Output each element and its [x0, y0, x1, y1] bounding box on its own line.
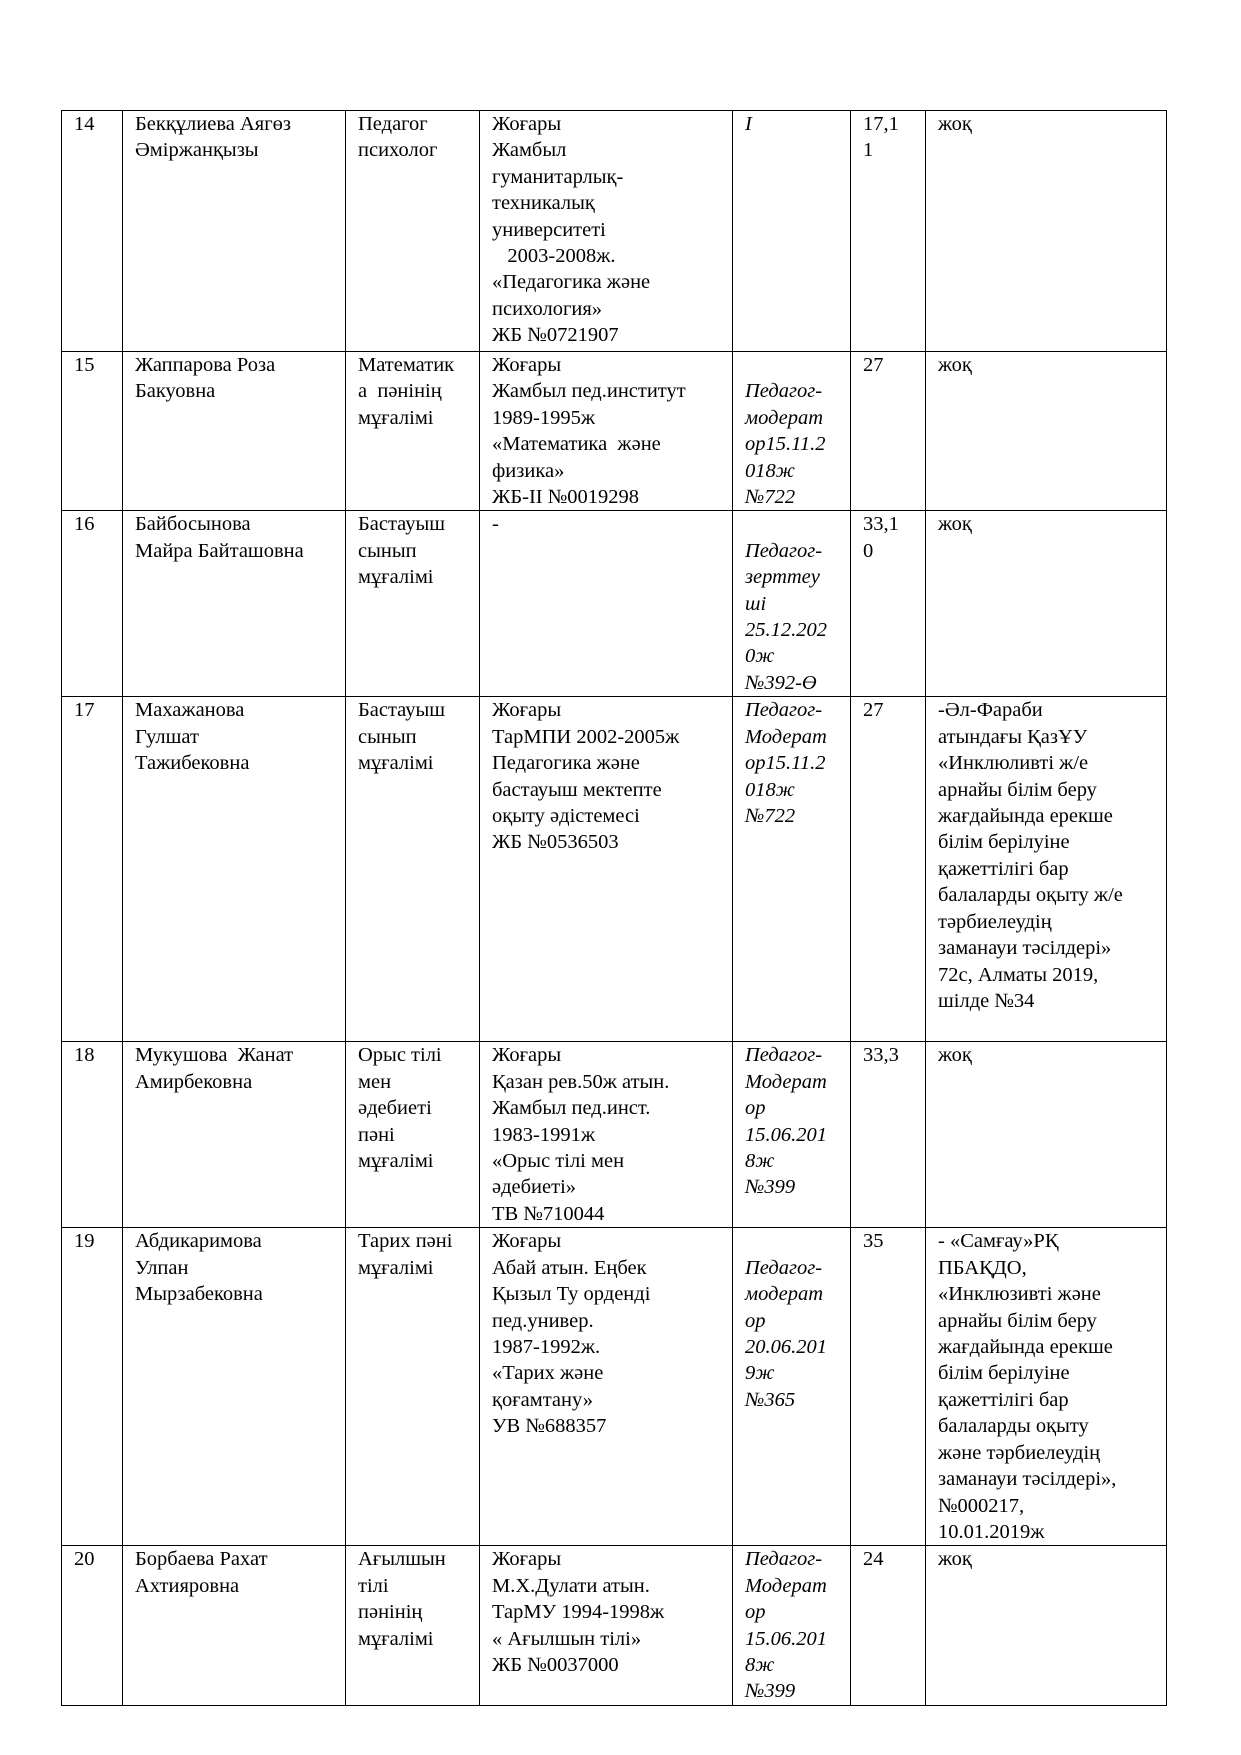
teacher-name-cell [123, 511, 346, 697]
category-cell [733, 1228, 851, 1546]
courses-line: жағдайында ерекше [938, 1336, 1113, 1359]
education-line: физика» [492, 459, 565, 482]
category-line: Модерат [745, 1574, 827, 1597]
education-line: «Орыс тілі мен [492, 1150, 625, 1173]
education-line: 1989-1995ж [492, 406, 595, 429]
position-line: әдебиеті [358, 1097, 432, 1120]
category-line: №392-Ө [745, 671, 817, 694]
table-row [62, 511, 1167, 697]
category-line: Педагог- [745, 539, 823, 562]
teacher-name-line: Мукушова Жанат [135, 1044, 294, 1067]
category-line: 018ж [745, 459, 795, 482]
experience-line: 17,1 [863, 113, 899, 135]
category-cell [733, 111, 851, 352]
category-line: I [745, 113, 752, 135]
courses-cell [926, 352, 1167, 511]
courses-line: -Әл-Фараби [938, 699, 1043, 722]
position-line: Ағылшын [358, 1548, 446, 1571]
teacher-name-line: Байбосынова [135, 513, 251, 536]
category-line: 018ж [745, 778, 795, 801]
teacher-name-line: Гулшат [135, 725, 199, 748]
teacher-name-line: Улпан [135, 1256, 189, 1279]
courses-line: тәрбиелеудің [938, 910, 1052, 933]
category-line: модерат [745, 1283, 824, 1306]
teacher-name-line: Майра Байташовна [135, 539, 304, 562]
table-row [62, 697, 1167, 1042]
category-line: №722 [745, 486, 796, 509]
position-line: мұғалімі [358, 1627, 434, 1650]
position-cell [346, 1042, 480, 1228]
position-cell [346, 352, 480, 511]
category-cell [733, 1042, 851, 1228]
table-row [62, 1042, 1167, 1228]
position-line: Бастауыш [358, 513, 446, 536]
position-line: сынып [358, 539, 417, 562]
row-number-cell [62, 1228, 123, 1546]
education-cell [480, 352, 733, 511]
courses-line: қажеттілігі бар [938, 857, 1069, 880]
courses-line: №000217, [938, 1494, 1025, 1517]
row-number-cell [62, 1546, 123, 1705]
teacher-name-line: Борбаева Рахат [135, 1548, 268, 1571]
teacher-name-line: Әміржанқызы [135, 139, 259, 162]
education-line: М.Х.Дулати атын. [492, 1574, 650, 1597]
teacher-name-line: Амирбековна [135, 1070, 253, 1093]
experience-cell [851, 1042, 926, 1228]
position-line: Бастауыш [358, 699, 446, 722]
row-number-cell [62, 511, 123, 697]
education-line: 2003-2008ж. [492, 245, 616, 268]
education-line: психология» [492, 297, 603, 320]
education-line: « Ағылшын тілі» [492, 1627, 642, 1650]
category-line: №399 [745, 1176, 796, 1199]
experience-cell [851, 1546, 926, 1705]
category-line: 15.06.201 [745, 1123, 827, 1146]
education-line: ЖБ №0536503 [492, 831, 619, 854]
education-line: «Тарих және [492, 1362, 604, 1385]
category-line: №399 [745, 1680, 796, 1703]
category-line: 9ж [745, 1362, 775, 1385]
teacher-name-cell [123, 1042, 346, 1228]
category-line: ор [745, 1601, 766, 1624]
experience-line: 35 [863, 1230, 884, 1253]
education-line: ТарМПИ 2002-2005ж [492, 725, 680, 748]
position-line: Тарих пәні [358, 1230, 453, 1253]
row-number-cell [62, 697, 123, 1042]
courses-line: жоқ [938, 513, 972, 536]
experience-line: 0 [863, 539, 874, 562]
experience-cell [851, 511, 926, 697]
courses-line: жағдайында ерекше [938, 805, 1113, 828]
category-line: зерттеу [745, 566, 820, 589]
table-row [62, 111, 1167, 352]
teacher-name-line: Бекқұлиева Аягөз [135, 113, 291, 135]
courses-line: балаларды оқыту ж/е [938, 884, 1123, 907]
category-line: Модерат [745, 1070, 827, 1093]
category-line: 0ж [745, 645, 775, 668]
education-line: Қазан рев.50ж атын. [492, 1070, 670, 1093]
position-line: мұғалімі [358, 566, 434, 589]
row-number-line: 19 [74, 1230, 95, 1253]
category-line: ор15.11.2 [745, 752, 826, 775]
row-number-line: 18 [74, 1044, 95, 1067]
education-line: ТВ №710044 [492, 1202, 605, 1225]
education-line: Педагогика және [492, 752, 640, 775]
table-row [62, 1228, 1167, 1546]
education-line: ЖБ-II №0019298 [492, 486, 640, 509]
courses-line: заманауи тәсілдері», [938, 1468, 1117, 1491]
education-line: Жоғары [492, 354, 562, 376]
position-cell [346, 697, 480, 1042]
category-line: ор [745, 1309, 766, 1332]
experience-line: 1 [863, 139, 874, 162]
courses-line: балаларды оқыту [938, 1415, 1089, 1438]
education-line: әдебиеті» [492, 1176, 577, 1199]
category-line: 25.12.202 [745, 619, 827, 642]
category-line: 8ж [745, 1654, 775, 1677]
teacher-name-line: Жаппарова Роза [135, 354, 276, 376]
education-line: пед.универ. [492, 1309, 594, 1332]
education-line: Жоғары [492, 1044, 562, 1067]
courses-line: «Инклюливті ж/е [938, 752, 1089, 775]
experience-cell [851, 697, 926, 1042]
education-line: Жамбыл [492, 139, 567, 162]
education-line: Жоғары [492, 1548, 562, 1571]
education-cell [480, 1042, 733, 1228]
education-line: Жоғары [492, 113, 562, 135]
education-line: «Педагогика және [492, 271, 651, 294]
table-row [62, 1546, 1167, 1705]
education-line: Жамбыл пед.институт [492, 380, 686, 403]
courses-line: жоқ [938, 113, 972, 135]
courses-line: заманауи тәсілдері» [938, 937, 1112, 960]
position-line: пәнінің [358, 1601, 423, 1624]
position-line: мұғалімі [358, 1256, 434, 1279]
education-line: бастауыш мектепте [492, 778, 662, 801]
experience-line: 27 [863, 699, 884, 722]
row-number-line: 14 [74, 113, 95, 135]
education-line: техникалық [492, 192, 595, 215]
education-cell [480, 1228, 733, 1546]
category-line: 8ж [745, 1150, 775, 1173]
row-number-line: 17 [74, 699, 95, 722]
experience-line: 33,1 [863, 513, 899, 536]
experience-cell [851, 352, 926, 511]
position-line: мұғалімі [358, 1150, 434, 1173]
teacher-name-cell [123, 352, 346, 511]
category-line: 15.06.201 [745, 1627, 827, 1650]
courses-line: 10.01.2019ж [938, 1520, 1045, 1543]
courses-line: қажеттілігі бар [938, 1388, 1069, 1411]
courses-line: - «Самғау»РҚ [938, 1230, 1059, 1253]
courses-line: арнайы білім беру [938, 1309, 1097, 1332]
category-line: Педагог- [745, 1256, 823, 1279]
courses-cell [926, 511, 1167, 697]
teacher-name-line: Мырзабековна [135, 1283, 263, 1306]
education-line: ЖБ №0721907 [492, 324, 619, 347]
position-line: Математик [358, 354, 455, 376]
teacher-name-cell [123, 1228, 346, 1546]
education-line: ТарМУ 1994-1998ж [492, 1601, 665, 1624]
position-cell [346, 1228, 480, 1546]
row-number-cell [62, 352, 123, 511]
row-number-cell [62, 1042, 123, 1228]
teacher-name-line: Абдикаримова [135, 1230, 262, 1253]
category-cell [733, 697, 851, 1042]
courses-line: атындағы ҚазҰУ [938, 725, 1088, 748]
position-cell [346, 511, 480, 697]
position-cell [346, 111, 480, 352]
education-line: гуманитарлық- [492, 165, 624, 188]
category-line: модерат [745, 406, 824, 429]
education-cell [480, 111, 733, 352]
row-number-line: 15 [74, 354, 95, 376]
courses-line: ПБАҚДО, [938, 1256, 1027, 1279]
experience-line: 24 [863, 1548, 884, 1571]
education-line: - [492, 513, 499, 536]
category-line: Педагог- [745, 1548, 823, 1571]
row-number-cell [62, 111, 123, 352]
teacher-name-line: Бакуовна [135, 380, 216, 403]
category-line: ор15.11.2 [745, 433, 826, 456]
education-cell [480, 697, 733, 1042]
education-cell [480, 511, 733, 697]
experience-line: 27 [863, 354, 884, 376]
position-line: мұғалімі [358, 752, 434, 775]
education-line: Жоғары [492, 699, 562, 722]
education-line: УВ №688357 [492, 1415, 607, 1438]
courses-line: «Инклюзивті және [938, 1283, 1101, 1306]
position-line: Педагог [358, 113, 428, 135]
courses-line: арнайы білім беру [938, 778, 1097, 801]
category-line: №365 [745, 1388, 796, 1411]
position-line: сынып [358, 725, 417, 748]
education-line: университеті [492, 218, 606, 241]
courses-line: 72с, Алматы 2019, [938, 963, 1099, 986]
category-cell [733, 511, 851, 697]
position-line: мұғалімі [358, 406, 434, 429]
education-line: 1983-1991ж [492, 1123, 595, 1146]
courses-line: жоқ [938, 1044, 972, 1067]
teacher-name-line: Махажанова [135, 699, 245, 722]
position-line: а пәнінің [358, 380, 442, 403]
education-line: Абай атын. Еңбек [492, 1256, 647, 1279]
position-line: пәні [358, 1123, 395, 1146]
staff-table [61, 110, 1167, 1706]
category-line: №722 [745, 805, 796, 828]
courses-cell [926, 1042, 1167, 1228]
experience-line: 33,3 [863, 1044, 899, 1067]
position-line: Орыс тілі [358, 1044, 442, 1067]
category-line: Педагог- [745, 1044, 823, 1067]
education-cell [480, 1546, 733, 1705]
education-line: қоғамтану» [492, 1388, 593, 1411]
education-line: «Математика және [492, 433, 661, 456]
courses-line: білім берілуіне [938, 1362, 1070, 1385]
position-line: психолог [358, 139, 438, 162]
teacher-name-cell [123, 697, 346, 1042]
experience-cell [851, 111, 926, 352]
category-cell [733, 352, 851, 511]
category-line: Модерат [745, 725, 827, 748]
courses-cell [926, 1228, 1167, 1546]
table-row [62, 352, 1167, 511]
position-cell [346, 1546, 480, 1705]
row-number-line: 16 [74, 513, 95, 536]
category-cell [733, 1546, 851, 1705]
teacher-name-line: Ахтияровна [135, 1574, 240, 1597]
courses-line: және тәрбиелеудің [938, 1441, 1101, 1464]
teacher-name-line: Тажибековна [135, 752, 250, 775]
experience-cell [851, 1228, 926, 1546]
education-line: Қызыл Ту орденді [492, 1283, 651, 1306]
courses-cell [926, 697, 1167, 1042]
education-line: Жоғары [492, 1230, 562, 1253]
teacher-name-cell [123, 1546, 346, 1705]
education-line: оқыту әдістемесі [492, 805, 640, 828]
category-line: Педагог- [745, 699, 823, 722]
position-line: тілі [358, 1574, 389, 1597]
courses-cell [926, 1546, 1167, 1705]
education-line: ЖБ №0037000 [492, 1654, 619, 1677]
staff-table-body [62, 111, 1167, 1706]
category-line: 20.06.201 [745, 1336, 827, 1359]
education-line: 1987-1992ж. [492, 1336, 601, 1359]
category-line: ор [745, 1097, 766, 1120]
courses-cell [926, 111, 1167, 352]
category-line: Педагог- [745, 380, 823, 403]
courses-line: білім берілуіне [938, 831, 1070, 854]
row-number-line: 20 [74, 1548, 95, 1571]
teacher-name-cell [123, 111, 346, 352]
category-line: ші [745, 592, 767, 615]
education-line: Жамбыл пед.инст. [492, 1097, 651, 1120]
courses-line: жоқ [938, 1548, 972, 1571]
courses-line: жоқ [938, 354, 972, 376]
position-line: мен [358, 1070, 392, 1093]
courses-line: шілде №34 [938, 989, 1035, 1012]
